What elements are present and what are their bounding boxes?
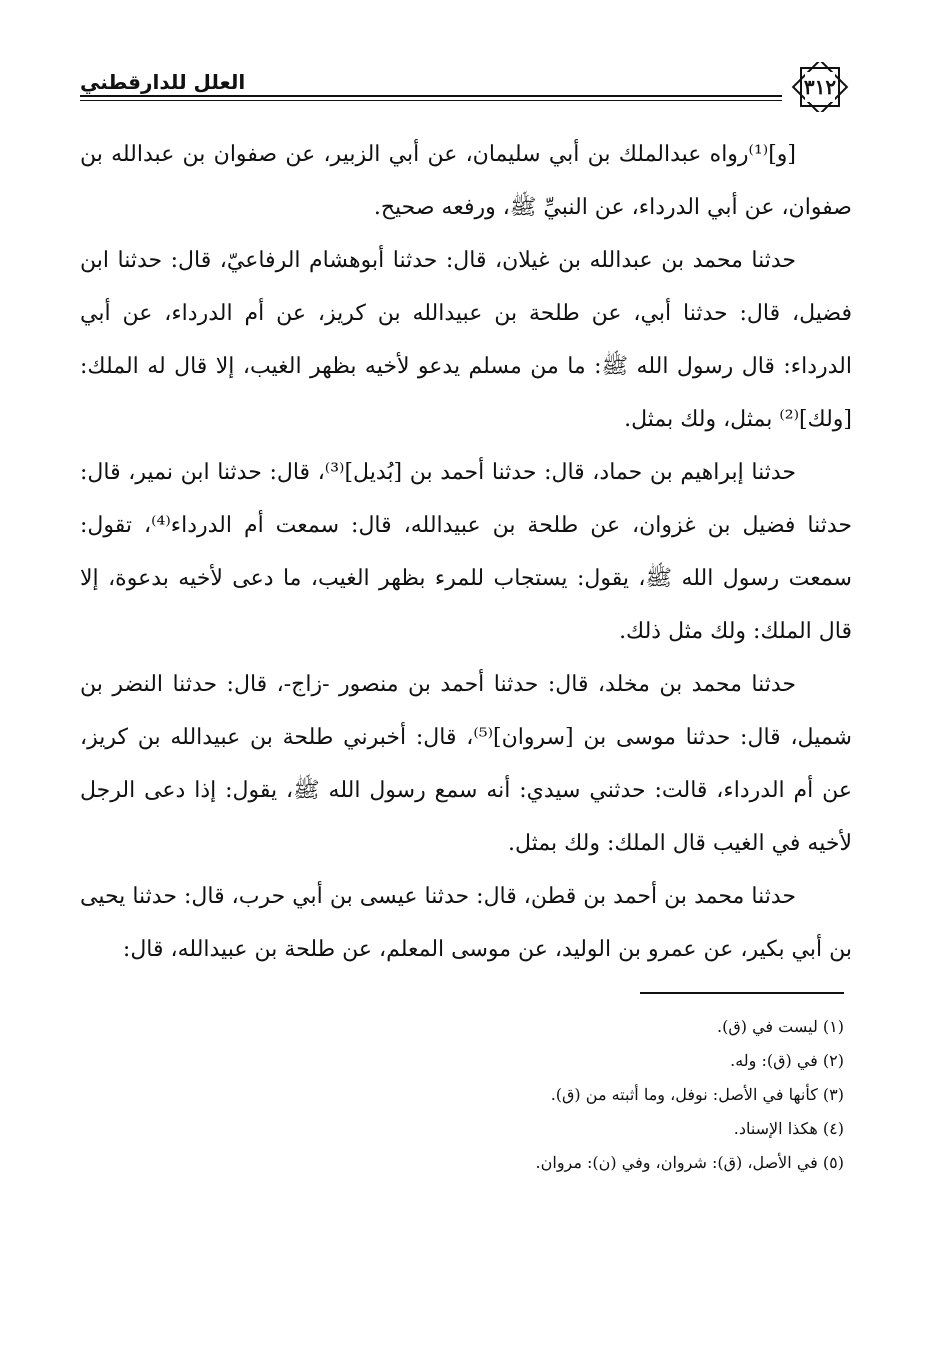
footnote-5: (٥) في الأصل، (ق): شروان، وفي (ن): مروان. — [535, 1153, 844, 1172]
book-title: العلل للدارقطني — [80, 70, 246, 94]
paragraph-2: حدثنا محمد بن عبدالله بن غيلان، قال: حدثنا أبوهشام الرفاعيّ، قال: حدثنا ابن فضيل، قال: حدثنا أبي، عن طلحة بن عبيدالله بن كريز، عن أم الدرداء، عن أبي الدرداء: قال رسول الله ﷺ: ما من مسلم يدعو لأخيه بظهر الغيب، إلا قال له الملك: [ولك]⁽²⁾ بمثل، ولك بمثل. — [80, 248, 852, 432]
page-header — [80, 62, 852, 112]
page-number: ٣١٢ — [803, 75, 837, 99]
paragraph-5: حدثنا محمد بن أحمد بن قطن، قال: حدثنا عيسى بن أبي حرب، قال: حدثنا يحيى بن أبي بكير، عن عمرو بن الوليد، عن موسى المعلم، عن طلحة بن عبيدالله، قال: — [80, 884, 852, 962]
paragraph-4: حدثنا محمد بن مخلد، قال: حدثنا أحمد بن منصور -زاج-، قال: حدثنا النضر بن شميل، قال: حدثنا موسى بن [سروان]⁽⁵⁾، قال: أخبرني طلحة بن عبيدالله بن كريز، عن أم الدرداء، قالت: حدثني سيدي: أنه سمع رسول الله ﷺ، يقول: إذا دعى الرجل لأخيه في الغيب قال الملك: ولك بمثل. — [80, 672, 852, 856]
footnote-4: (٤) هكذا الإسناد. — [733, 1119, 844, 1138]
paragraph-3: حدثنا إبراهيم بن حماد، قال: حدثنا أحمد بن [بُديل]⁽³⁾، قال: حدثنا ابن نمير، قال: حدثنا فضيل بن غزوان، عن طلحة بن عبيدالله، قال: سمعت أم الدرداء⁽⁴⁾، تقول: سمعت رسول الله ﷺ، يقول: يستجاب للمرء بظهر الغيب، ما دعى لأخيه بدعوة، إلا قال الملك: ولك مثل ذلك. — [80, 460, 853, 644]
header-rule-thin — [80, 100, 782, 101]
header-rule — [80, 95, 782, 97]
paragraph-1: [و]⁽¹⁾رواه عبدالملك بن أبي سليمان، عن أبي الزبير، عن صفوان بن عبدالله بن صفوان، عن أبي الدرداء، عن النبيِّ ﷺ، ورفعه صحيح. — [80, 142, 852, 220]
footnotes — [80, 1010, 844, 1180]
main-text — [80, 128, 852, 976]
footnote-2: (٢) في (ق): وله. — [730, 1051, 844, 1070]
page-number-badge — [788, 62, 852, 112]
footnote-3: (٣) كأنها في الأصل: نوفل، وما أثبته من (ق). — [550, 1085, 844, 1104]
footnote-1: (١) ليست في (ق). — [717, 1017, 844, 1036]
footnote-separator — [640, 992, 844, 994]
